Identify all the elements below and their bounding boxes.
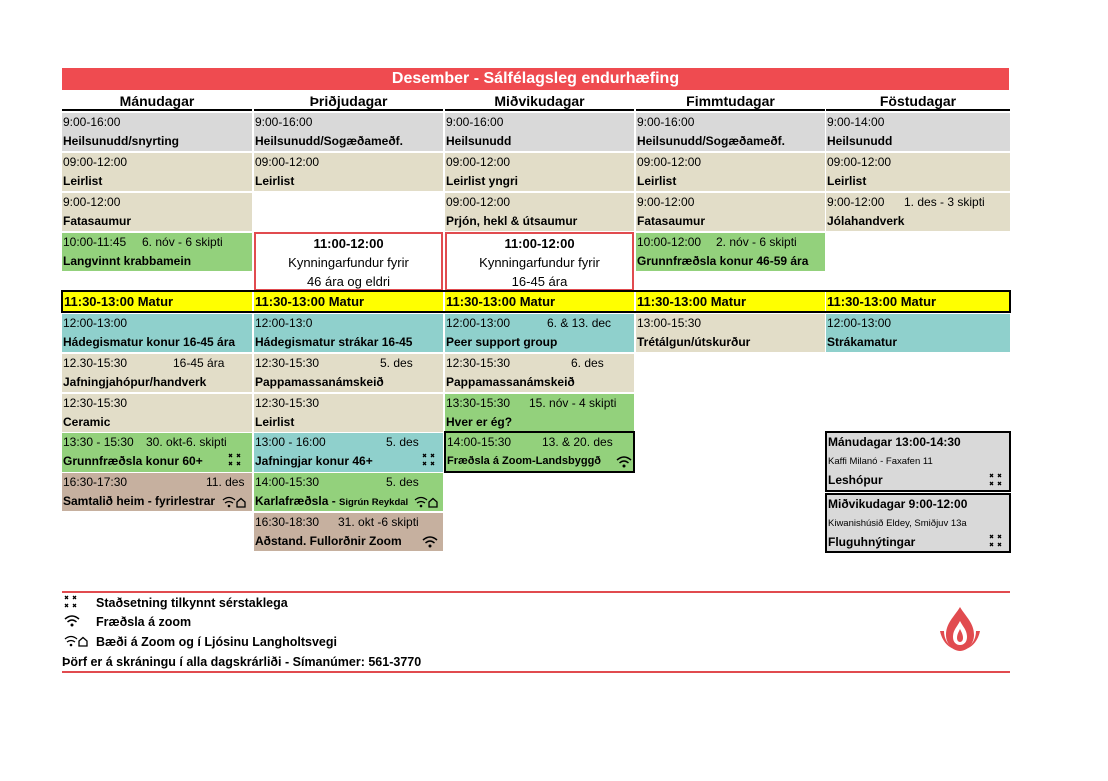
event-time: 09:00-12:00 bbox=[827, 155, 892, 169]
wifi-home-icon bbox=[222, 495, 247, 509]
event-time: 13:00-15:30 bbox=[637, 316, 702, 330]
event-name: Leirlist bbox=[255, 174, 295, 188]
event-time: 9:00-16:00 bbox=[446, 115, 504, 129]
event-name: Pappamassanámskeið bbox=[255, 375, 384, 389]
event-note: 13. & 20. des bbox=[542, 435, 613, 449]
event-name: Jólahandverk bbox=[827, 214, 905, 228]
event-note: 11. des bbox=[206, 475, 245, 489]
wednesday-info-meeting bbox=[445, 232, 634, 291]
day-header-wednesday: Miðvikudagar bbox=[445, 92, 634, 111]
event-name: Langvinnt krabbamein bbox=[63, 254, 192, 268]
thursday-event-2 bbox=[636, 153, 825, 191]
day-header-thursday: Fimmtudagar bbox=[636, 92, 825, 111]
event-time: 9:00-12:00 bbox=[637, 195, 695, 209]
friday-event-2 bbox=[826, 153, 1010, 191]
friday-event-3 bbox=[826, 193, 1010, 231]
event-name: Heilsunudd/Sogæðameðf. bbox=[255, 134, 404, 148]
flame-logo-icon bbox=[936, 605, 984, 653]
event-time: 9:00-14:00 bbox=[827, 115, 885, 129]
event-line-1: Kynningarfundur fyrir bbox=[288, 255, 409, 270]
wednesday-lunch: 11:30-13:00 Matur bbox=[445, 292, 634, 311]
event-time: 12.30-15:30 bbox=[63, 356, 128, 370]
event-time: 09:00-12:00 bbox=[255, 155, 320, 169]
event-name: Samtalið heim - fyrirlestrar bbox=[63, 494, 216, 508]
event-name: Grunnfræðsla konur 46-59 ára bbox=[637, 254, 809, 268]
event-time: 12:30-15:30 bbox=[63, 396, 128, 410]
event-name: Heilsunudd bbox=[446, 134, 512, 148]
friday-lunch: 11:30-13:00 Matur bbox=[826, 292, 1009, 311]
event-name: Pappamassanámskeið bbox=[446, 375, 575, 389]
event-time: 9:00-16:00 bbox=[255, 115, 313, 129]
friday-box-reading-group bbox=[825, 431, 1011, 492]
event-time: 09:00-12:00 bbox=[637, 155, 702, 169]
event-time: 09:00-12:00 bbox=[63, 155, 128, 169]
tuesday-info-meeting bbox=[254, 232, 443, 291]
box-name: Fluguhnýtingar bbox=[828, 535, 916, 549]
event-note: 30. okt-6. skipti bbox=[146, 435, 227, 449]
event-time: 14:00-15:30 bbox=[255, 475, 320, 489]
event-time: 12:30-15:30 bbox=[255, 356, 320, 370]
tuesday-event-5 bbox=[254, 314, 443, 352]
event-time: 16:30-18:30 bbox=[255, 515, 320, 529]
day-header-friday: Föstudagar bbox=[826, 92, 1010, 111]
event-time: 10:00-12:00 bbox=[637, 235, 702, 249]
monday-event-7 bbox=[62, 394, 252, 432]
event-time: 9:00-16:00 bbox=[63, 115, 121, 129]
event-time: 09:00-12:00 bbox=[446, 155, 511, 169]
event-name: Leirlist bbox=[63, 174, 103, 188]
event-name: Leirlist yngri bbox=[446, 174, 519, 188]
wifi-icon bbox=[422, 535, 438, 548]
event-time: 10:00-11:45 bbox=[63, 235, 127, 249]
event-name: Heilsunudd/Sogæðameðf. bbox=[637, 134, 786, 148]
wednesday-event-1 bbox=[445, 113, 634, 151]
monday-event-1 bbox=[62, 113, 252, 151]
tuesday-event-9 bbox=[254, 473, 443, 511]
page-title: Desember - Sálfélagsleg endurhæfing bbox=[62, 68, 1009, 90]
thursday-event-4 bbox=[636, 233, 825, 271]
event-name: Fatasaumur bbox=[637, 214, 706, 228]
tuesday-event-2 bbox=[254, 153, 443, 191]
event-time: 12:00-13:00 bbox=[446, 316, 511, 330]
friday-event-5 bbox=[826, 314, 1010, 352]
event-time: 9:00-16:00 bbox=[637, 115, 695, 129]
monday-event-5 bbox=[62, 314, 252, 352]
event-line-2: 16-45 ára bbox=[511, 274, 568, 289]
event-name: Trétálgun/útskurður bbox=[637, 335, 751, 349]
wednesday-event-3 bbox=[445, 193, 634, 231]
thursday-lunch: 11:30-13:00 Matur bbox=[636, 292, 825, 311]
legend-bottom-line bbox=[62, 671, 1010, 673]
location-tbd-icon bbox=[989, 534, 1003, 548]
box-heading: Mánudagar 13:00-14:30 bbox=[828, 435, 961, 449]
event-name: Leirlist bbox=[637, 174, 677, 188]
event-name: Fatasaumur bbox=[63, 214, 132, 228]
event-name: Ceramic bbox=[63, 415, 111, 429]
legend-label: Staðsetning tilkynnt sérstaklega bbox=[96, 596, 288, 610]
event-time: 16:30-17:30 bbox=[63, 475, 128, 489]
monday-lunch: 11:30-13:00 Matur bbox=[63, 292, 252, 311]
monday-event-4 bbox=[62, 233, 252, 271]
thursday-event-5 bbox=[636, 314, 825, 352]
thursday-event-3 bbox=[636, 193, 825, 231]
event-time: 9:00-12:00 bbox=[63, 195, 121, 209]
event-note: 2. nóv - 6 skipti bbox=[716, 235, 797, 249]
event-name: Heilsunudd/snyrting bbox=[63, 134, 180, 148]
wednesday-event-5 bbox=[445, 314, 634, 352]
box-place: Kaffi Milanó - Faxafen 11 bbox=[828, 456, 933, 467]
event-note: 1. des - 3 skipti bbox=[904, 195, 985, 209]
legend-label: Bæði á Zoom og í Ljósinu Langholtsvegi bbox=[96, 635, 337, 649]
wednesday-event-6 bbox=[445, 354, 634, 392]
event-name: Leirlist bbox=[255, 415, 295, 429]
tuesday-event-8 bbox=[254, 433, 443, 472]
event-name: Karlafræðsla - bbox=[255, 494, 340, 508]
tuesday-event-10 bbox=[254, 513, 443, 551]
wifi-home-icon bbox=[64, 634, 89, 648]
legend-label: Fræðsla á zoom bbox=[96, 615, 192, 629]
monday-event-3 bbox=[62, 193, 252, 231]
event-note: 15. nóv - 4 skipti bbox=[529, 396, 617, 410]
event-name: Grunnfræðsla konur 60+ bbox=[63, 454, 203, 468]
event-time: 13:30-15:30 bbox=[446, 396, 511, 410]
event-line-2: 46 ára og eldri bbox=[306, 274, 391, 289]
event-time: 12:30-15:30 bbox=[255, 396, 320, 410]
wednesday-event-7 bbox=[445, 394, 634, 432]
event-time: 12:00-13:0 bbox=[255, 316, 313, 330]
event-note: 16-45 ára bbox=[173, 356, 225, 370]
event-time: 11:00-12:00 bbox=[313, 236, 384, 251]
event-name: Hádegismatur strákar 16-45 bbox=[255, 335, 413, 349]
location-tbd-icon bbox=[64, 595, 78, 609]
wednesday-event-8 bbox=[444, 431, 635, 473]
monday-event-9 bbox=[62, 473, 252, 511]
monday-event-2 bbox=[62, 153, 252, 191]
event-time: 12:30-15:30 bbox=[446, 356, 511, 370]
event-time: 11:00-12:00 bbox=[504, 236, 575, 251]
event-note: 5. des bbox=[380, 356, 413, 370]
registration-note: Þörf er á skráningu í alla dagskrárliði - Símanúmer: 561-3770 bbox=[62, 655, 422, 669]
thursday-event-1 bbox=[636, 113, 825, 151]
friday-box-fly-tying bbox=[825, 493, 1011, 553]
event-name-small: Sigrún Reykdal bbox=[339, 497, 409, 508]
event-name: Prjón, hekl & útsaumur bbox=[446, 214, 578, 228]
event-note: 6. nóv - 6 skipti bbox=[142, 235, 223, 249]
event-name: Fræðsla á Zoom-Landsbyggð bbox=[447, 455, 602, 467]
monday-event-8 bbox=[62, 433, 252, 472]
event-note: 6. des bbox=[571, 356, 604, 370]
event-time: 9:00-12:00 bbox=[827, 195, 885, 209]
location-tbd-icon bbox=[989, 473, 1003, 487]
event-note: 31. okt -6 skipti bbox=[338, 515, 419, 529]
box-place: Kiwanishúsið Eldey, Smiðjuv 13a bbox=[828, 518, 967, 529]
event-time: 14:00-15:30 bbox=[447, 435, 512, 449]
day-header-tuesday: Þriðjudagar bbox=[254, 92, 443, 111]
box-heading: Miðvikudagar 9:00-12:00 bbox=[828, 497, 968, 511]
event-name: Aðstand. Fullorðnir Zoom bbox=[255, 534, 402, 548]
event-name: Hver er ég? bbox=[446, 415, 513, 429]
event-note: 6. & 13. dec bbox=[547, 316, 612, 330]
tuesday-event-1 bbox=[254, 113, 443, 151]
tuesday-event-6 bbox=[254, 354, 443, 392]
tuesday-event-7 bbox=[254, 394, 443, 432]
event-line-1: Kynningarfundur fyrir bbox=[479, 255, 600, 270]
event-name: Jafningjahópur/handverk bbox=[63, 375, 207, 389]
friday-event-1 bbox=[826, 113, 1010, 151]
event-name: Leirlist bbox=[827, 174, 867, 188]
event-time: 12:00-13:00 bbox=[63, 316, 128, 330]
event-name: Peer support group bbox=[446, 335, 558, 349]
day-header-monday: Mánudagar bbox=[62, 92, 252, 111]
event-time: 13:00 - 16:00 bbox=[255, 435, 326, 449]
event-time: 12:00-13:00 bbox=[827, 316, 892, 330]
event-time: 09:00-12:00 bbox=[446, 195, 511, 209]
event-note: 5. des bbox=[386, 475, 419, 489]
wednesday-event-2 bbox=[445, 153, 634, 191]
event-name: Strákamatur bbox=[827, 335, 898, 349]
event-name: Jafningjar konur 46+ bbox=[255, 454, 373, 468]
wifi-home-icon bbox=[414, 495, 439, 509]
wifi-icon bbox=[616, 455, 632, 468]
tuesday-lunch: 11:30-13:00 Matur bbox=[254, 292, 443, 311]
wifi-icon bbox=[64, 614, 80, 627]
event-name: Hádegismatur konur 16-45 ára bbox=[63, 335, 236, 349]
event-time: 13:30 - 15:30 bbox=[63, 435, 134, 449]
event-name: Heilsunudd bbox=[827, 134, 893, 148]
monday-event-6 bbox=[62, 354, 252, 392]
location-tbd-icon bbox=[422, 453, 436, 467]
location-tbd-icon bbox=[228, 453, 242, 467]
event-note: 5. des bbox=[386, 435, 419, 449]
box-name: Leshópur bbox=[828, 473, 883, 487]
